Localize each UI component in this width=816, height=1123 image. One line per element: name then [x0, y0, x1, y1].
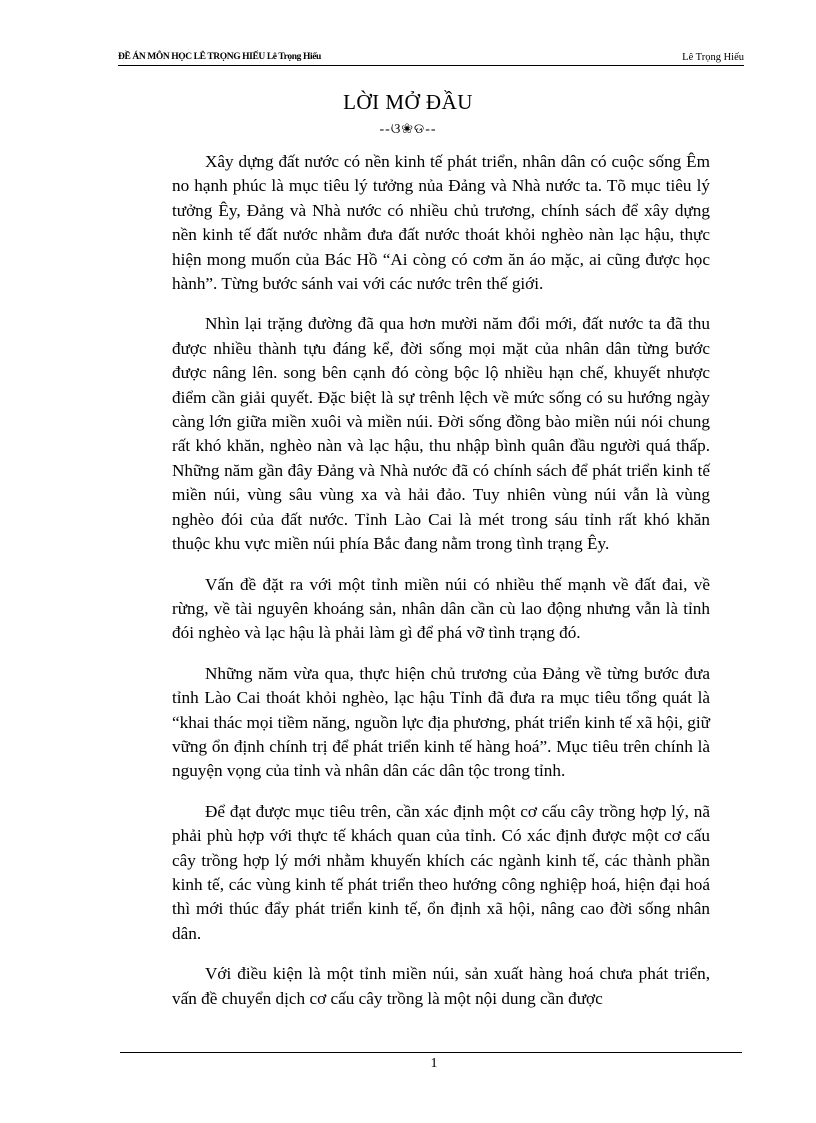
- paragraph: Để đạt được mục tiêu trên, cần xác định một cơ cấu cây trồng hợp lý, nã phải phù hợp với thực tế khách quan của tỉnh. Có xác định được một cơ cấu cây trồng hợp lý mới nhằm khuyến khích các ngành kinh tế, các thành phần kinh tế, các vùng kinh tế phát triển theo hướng công nghiệp hoá, hiện đại hoá thì mới thúc đẩy phát triển kinh tế, ổn định xã hội, nâng cao đời sống nhân dân.: [172, 801, 710, 943]
- title-ornament: --ଓ❀ଡ--: [379, 122, 437, 137]
- footer-divider: [120, 1052, 742, 1053]
- page-title: LỜI MỞ ĐẦU: [343, 90, 473, 114]
- page-number: 1: [430, 1056, 438, 1071]
- paragraph: Những năm vừa qua, thực hiện chủ trương của Đảng về từng bước đưa tỉnh Lào Cai thoát khỏi nghèo, lạc hậu Tỉnh đã đưa ra mục tiêu tổng quát là “khai thác mọi tiềm năng, nguồn lực địa phương, phát triển kinh tế xã hội, giữ vững ổn định chính trị để phát triển kinh tế hàng hoá”. Mục tiêu trên chính là nguyện vọng của tỉnh và nhân dân các dân tộc trong tỉnh.: [172, 663, 710, 781]
- header-document-title: ĐỀ ÁN MÔN HỌC LÊ TRỌNG HIẾU Lê Trọng Hiếu: [118, 52, 321, 62]
- paragraph: Xây dựng đất nước có nền kinh tế phát triển, nhân dân có cuộc sống Êm no hạnh phúc là mục tiêu lý tưởng nủa Đảng và Nhà nước ta. Tõ mục tiêu lý tưởng Êy, Đảng và Nhà nước có nhiều chủ trương, chính sách để xây dựng nền kinh tế đất nước nhằm đưa đất nước thoát khỏi nghèo nàn lạc hậu, thực hiện mong muốn của Bác Hồ “Ai còng có cơm ăn áo mặc, ai cũng được học hành”. Từng bước sánh vai với các nước trên thế giới.: [172, 152, 710, 294]
- page-header: [118, 52, 744, 66]
- paragraph: Nhìn lại trặng đường đã qua hơn mười năm đổi mới, đất nước ta đã thu được nhiều thành tựu đáng kể, đời sống mọi mặt của nhân dân từng bước được nâng lên. song bên cạnh đó còng bộc lộ nhiều hạn chế, khuyết nhược điểm cần giải quyết. Đặc biệt là sự trênh lệch về mức sống có su hướng ngày càng lớn giữa miền xuôi và miền núi. Đời sống đồng bào miền núi nói chung rất khó khăn, nghèo nàn và lạc hậu, thu nhập bình quân đầu người quá thấp. Những năm gần đây Đảng và Nhà nước đã có chính sách để phát triển kinh tế miền núi, vùng sâu vùng xa và hải đảo. Tuy nhiên vùng núi vẫn là vùng nghèo đói của đất nước. Tỉnh Lào Cai là mét trong sáu tỉnh rất khó khăn thuộc khu vực miền núi phía Bắc đang nằm trong tình trạng Êy.: [172, 314, 710, 554]
- paragraph: Với điều kiện là một tỉnh miền núi, sản xuất hàng hoá chưa phát triển, vấn đề chuyển dịch cơ cấu cây trồng là một nội dung cần được: [172, 964, 710, 1008]
- header-author: Lê Trọng Hiếu: [682, 52, 744, 63]
- body-text: [172, 150, 710, 1027]
- paragraph: Vấn đề đặt ra với một tỉnh miền núi có nhiều thế mạnh về đất đai, về rừng, về tài nguyên khoáng sản, nhân dân cần cù lao động nhưng vẫn là tỉnh đói nghèo và lạc hậu là phải làm gì để phá vỡ tình trạng đó.: [172, 574, 710, 643]
- header-divider: [118, 65, 744, 66]
